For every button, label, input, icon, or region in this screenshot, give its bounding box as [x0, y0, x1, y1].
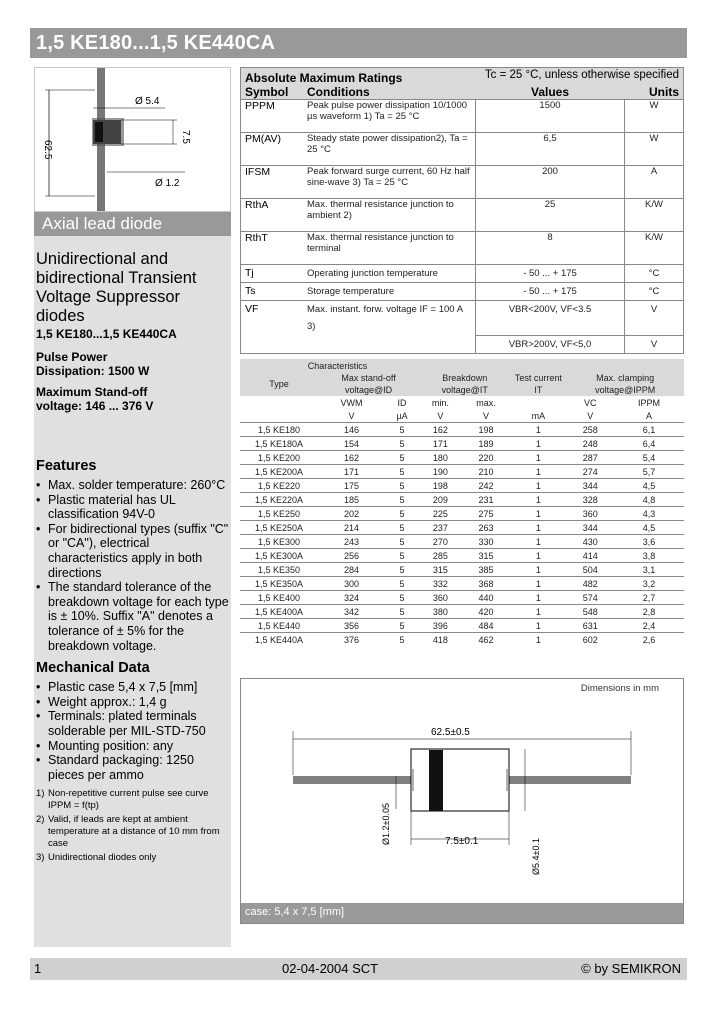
- case-label-bar: [241, 903, 683, 923]
- features-list: [36, 478, 229, 653]
- dim-lead-diameter: Ø1.2±0.05: [381, 803, 391, 845]
- features-title: Features: [36, 458, 97, 474]
- table-row: Tj Operating junction temperature - 50 ... + 175 °C: [241, 265, 684, 283]
- table-title: Absolute Maximum Ratings: [241, 68, 476, 86]
- table-row: 1,5 KE250A 214 5 237 263 1 344 4,5: [240, 521, 684, 535]
- table-row: 1,5 KE400 324 5 360 440 1 574 2,7: [240, 591, 684, 605]
- dim-body-length: 7.5: [180, 130, 191, 144]
- description-block: [36, 250, 229, 864]
- footer-date: 02-04-2004 SCT: [282, 961, 379, 976]
- title-bar: [30, 28, 687, 58]
- axial-diode-drawing: [35, 68, 230, 211]
- footer-copyright: © by SEMIKRON: [581, 961, 681, 976]
- table-row: RthA Max. thermal resistance junction to ambient 2) 25 K/W: [241, 199, 684, 232]
- mechanical-title: Mechanical Data: [36, 660, 150, 677]
- case-label: case: 5,4 x 7,5 [mm]: [245, 906, 345, 918]
- list-item: • Max. solder temperature: 260°C: [36, 478, 229, 493]
- part-range: 1,5 KE180...1,5 KE440CA: [36, 327, 177, 341]
- table-row: 1,5 KE350A 300 5 332 368 1 482 3,2: [240, 577, 684, 591]
- package-label-bar: [34, 212, 231, 236]
- table-row: PPPM Peak pulse power dissipation 10/1000 µs waveform 1) Ta = 25 °C 1500 W: [241, 100, 684, 133]
- heading: Unidirectional and bidirectional Transient Voltage Suppressor diodes: [36, 250, 197, 325]
- dim-lead-diameter: Ø 1.2: [155, 178, 180, 189]
- footnote: 1) Non-repetitive current pulse see curve IPPM = f(tp): [36, 788, 209, 812]
- footer: [30, 958, 687, 980]
- table-row: VF Max. instant. forw. voltage IF = 100 A 3) VBR<200V, VF<3.5 V: [241, 301, 684, 336]
- table-row: 1,5 KE300 243 5 270 330 1 430 3,6: [240, 535, 684, 549]
- footnote: 2) Valid, if leads are kept at ambient temperature at a distance of 10 mm from case: [36, 814, 220, 850]
- table-row: 1,5 KE300A 256 5 285 315 1 414 3,8: [240, 549, 684, 563]
- table-row: Ts Storage temperature - 50 ... + 175 °C: [241, 283, 684, 301]
- table-units-row: V µA V V mA V A: [348, 410, 653, 421]
- table-row: 1,5 KE440 356 5 396 484 1 631 2,4: [240, 619, 684, 633]
- dim-length: 62.5: [42, 140, 53, 160]
- footnotes: [36, 788, 229, 864]
- table-header-row: Symbol Conditions Values Units: [241, 85, 684, 100]
- list-item: • Plastic case 5,4 x 7,5 [mm]: [36, 680, 229, 695]
- dim-body-length: 7.5±0.1: [445, 836, 479, 847]
- table-row: 1,5 KE180 146 5 162 198 1 258 6,1: [240, 423, 684, 437]
- dimensions-caption: Dimensions in mm: [580, 683, 659, 694]
- dimension-diagram: [241, 679, 683, 909]
- mechanical-list: [36, 680, 229, 782]
- table-row: 1,5 KE350 284 5 315 385 1 504 3,1: [240, 563, 684, 577]
- table-row: 1,5 KE400A 342 5 380 420 1 548 2,8: [240, 605, 684, 619]
- dim-body-diameter: Ø 5.4: [135, 96, 160, 107]
- pulse-power: Pulse Power Dissipation: 1500 W: [36, 350, 150, 378]
- table-row: RthT Max. thermal resistance junction to terminal 8 K/W: [241, 232, 684, 265]
- characteristics-table: [240, 359, 684, 646]
- table-row: 1,5 KE200A 171 5 190 210 1 274 5,7: [240, 465, 684, 479]
- table-condition: Tc = 25 °C, unless otherwise specified: [476, 68, 684, 86]
- table-row: 1,5 KE220 175 5 198 242 1 344 4,5: [240, 479, 684, 493]
- footnote: 3) Unidirectional diodes only: [36, 852, 157, 864]
- table-row: 1,5 KE440A 376 5 418 462 1 602 2,6: [240, 633, 684, 647]
- list-item: • The standard tolerance of the breakdown voltage for each type is ± 10%. Suffix "A" denotes a tolerance of ± 5% for the breakdown voltage.: [36, 580, 229, 653]
- page-title: 1,5 KE180...1,5 KE440CA: [36, 32, 276, 54]
- table-caption-row: Characteristics: [240, 359, 684, 372]
- table-row: PM(AV) Steady state power dissipation2), Ta = 25 °C 6,5 W: [241, 133, 684, 166]
- list-item: • Terminals: plated terminals solderable per MIL-STD-750: [36, 709, 229, 738]
- list-item: • Mounting position: any: [36, 739, 229, 754]
- package-image: [34, 67, 231, 212]
- table-row: IFSM Peak forward surge current, 60 Hz half sine-wave 3) Ta = 25 °C 200 A: [241, 166, 684, 199]
- page-number: 1: [34, 961, 42, 976]
- table-header-row: Type Max stand-off voltage@ID Breakdown voltage@IT Test current IT Max. clamping voltage@IPPM: [240, 372, 684, 396]
- dimensions-drawing: [240, 678, 684, 924]
- dim-body-diameter: Ø5.4±0.1: [531, 838, 541, 875]
- list-item: • Plastic material has UL classification 94V-0: [36, 493, 229, 522]
- package-label: Axial lead diode: [42, 214, 163, 233]
- table-row: 1,5 KE220A 185 5 209 231 1 328 4,8: [240, 493, 684, 507]
- table-row: 1,5 KE200 162 5 180 220 1 287 5,4: [240, 451, 684, 465]
- list-item: • Standard packaging: 1250 pieces per ammo: [36, 753, 229, 782]
- table-title-row: [241, 68, 684, 86]
- table-row: VBR>200V, VF<5,0 V: [241, 335, 684, 353]
- table-row: 1,5 KE180A 154 5 171 189 1 248 6,4: [240, 437, 684, 451]
- list-item: • For bidirectional types (suffix "C" or "CA"), electrical characteristics apply in both directions: [36, 522, 229, 580]
- list-item: • Weight approx.: 1,4 g: [36, 695, 229, 710]
- table-subheader-row: VWM ID min. max. VC IPPM: [340, 397, 661, 408]
- table-row: 1,5 KE250 202 5 225 275 1 360 4,3: [240, 507, 684, 521]
- standoff-voltage: Maximum Stand-off voltage: 146 ... 376 V: [36, 385, 154, 413]
- dim-overall-length: 62.5±0.5: [431, 727, 470, 738]
- absolute-max-ratings-table: [240, 67, 684, 354]
